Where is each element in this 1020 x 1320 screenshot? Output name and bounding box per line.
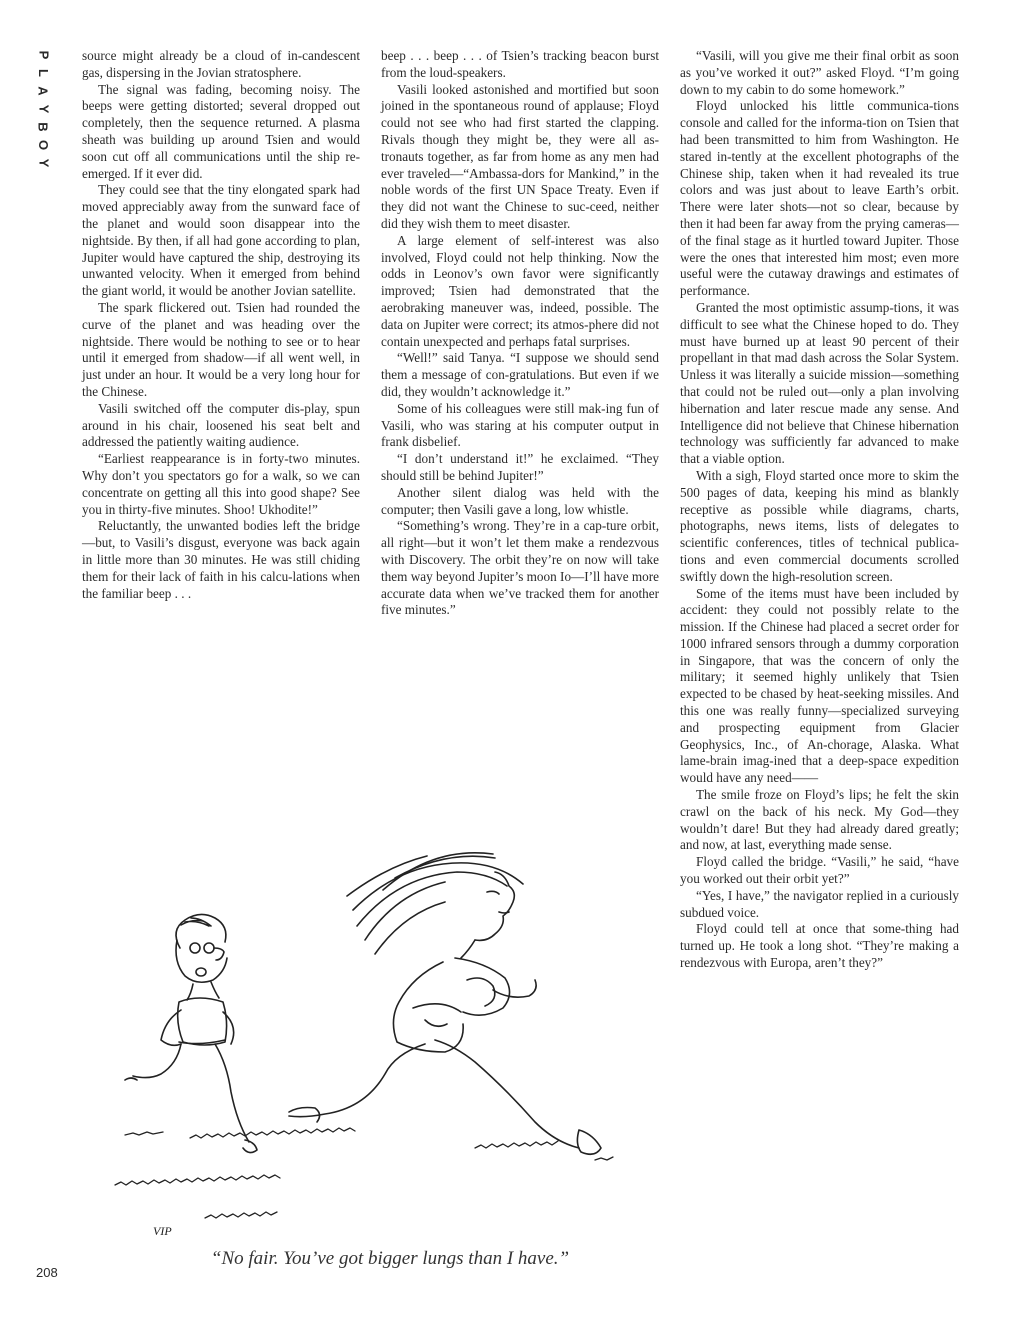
brand-letter: Y <box>35 104 51 114</box>
brand-letter: B <box>35 122 51 132</box>
article-paragraph: “Yes, I have,” the navigator replied in a curiously subdued voice. <box>680 887 959 920</box>
article-paragraph: “Well!” said Tanya. “I suppose we should send them a message of con-gratulations. But even if we did, they wouldn’t acknowledge it.” <box>381 350 659 399</box>
article-paragraph: source might already be a cloud of in-candescent gas, dispersing in the Jovian stratosphere. <box>82 48 360 80</box>
cartoon-caption: “No fair. You’ve got bigger lungs than I have.” <box>210 1248 570 1269</box>
brand-letter: O <box>36 139 51 151</box>
article-paragraph: They could see that the tiny elongated spark had moved appreciably away from the sunward face of the planet and would soon disappear into the nightside. By then, if all had gone according to plan, Jupiter would have captured the ship, destroying its unwanted velocity. When it emerged from behind the giant world, it would be another Jovian satellite. <box>82 182 360 299</box>
article-paragraph: “I don’t understand it!” he exclaimed. “They should still be behind Jupiter!” <box>381 451 659 483</box>
magazine-brand-vertical <box>32 46 54 172</box>
article-paragraph: Floyd called the bridge. “Vasili,” he said, “have you worked out their orbit yet?” <box>680 854 959 887</box>
article-paragraph: With a sigh, Floyd started once more to skim the 500 pages of data, keeping his mind as blankly receptive as possible while diagrams, charts, photographs, news items, lists of delegates to scientific conferences, titles of technical publica-tions and even commercial documents scrolled swiftly down the high-resolution screen. <box>680 467 959 584</box>
article-paragraph: Vasili looked astonished and mortified but soon joined in the spontaneous round of applause; Floyd could not see who had first started the clapping. Rivals though they might be, they were all as-tronauts together, as far from home as any men had ever traveled—“Ambassa-dors for Mankind,” in the noble words of the first UN Space Treaty. Even if they did not want the Chinese to suc-ceed, neither did they wish them to meet disaster. <box>381 81 659 231</box>
article-paragraph: Some of the items must have been included by accident: they could not possibly relate to the mission. If the Chinese had placed a secret order for 1000 infrared sensors through a dummy corporation in Singapore, that was the concern of only the military; it seemed highly unlikely that Tsien expected to be chased by heat-seeking missiles. And this one was really funny—specialized surveying and prospecting equipment from Glacier Geophysics, Inc., of An-chorage, Alaska. What lame-brain imag-ined that a deep-space expedition would have any need—— <box>680 585 959 786</box>
article-paragraph: “Earliest reappearance is in forty-two minutes. Why don’t you spectators go for a walk, so we can concentrate on getting all this into good shape? See you in thirty-five minutes. Shoo! Ukhodite!” <box>82 451 360 517</box>
article-paragraph: The smile froze on Floyd’s lips; he felt the skin crawl on the back of his neck. My God—they wouldn’t dare! But they had already dared greatly; and now, at last, everything made sense. <box>680 787 959 853</box>
article-paragraph: The spark flickered out. Tsien had rounded the curve of the planet and was heading over the nightside. There would be nothing to see or to hear until it emerged from shadow—if all went well, in just under an hour. It would be a very long hour for the Chinese. <box>82 299 360 399</box>
article-paragraph: beep . . . beep . . . of Tsien’s tracking beacon burst from the loud-speakers. <box>381 48 659 80</box>
article-column-1 <box>82 48 360 602</box>
cartoon-woman-figure <box>289 853 601 1154</box>
cartoon-man-figure <box>125 914 257 1152</box>
brand-letter: P <box>35 50 51 60</box>
article-paragraph: A large element of self-interest was also involved, Floyd could not help thinking. Now the odds in Leonov’s own favor were significantly improved; Tsien had demonstrated that the aerobraking maneuver was, indeed, possible. The data on Jupiter were correct; its atmos-phere did not contain unexpected and perhaps fatal surprises. <box>381 232 659 349</box>
brand-letter: Y <box>35 158 51 168</box>
article-paragraph: Another silent dialog was held with the computer; then Vasili gave a long, low whistle. <box>381 484 659 517</box>
article-paragraph: Reluctantly, the unwanted bodies left the bridge—but, to Vasili’s disgust, everyone was back again in little more than 30 minutes. He was still chiding them for their lack of faith in his calcu-lations when the familiar beep . . . <box>82 518 360 601</box>
brand-letter: A <box>35 86 51 96</box>
cartoon-illustration <box>95 830 670 1250</box>
article-paragraph: Floyd unlocked his little communica-tions console and called for the informa-tion on Tsien that had been transmitted to him from Washington. He stared in-tently at the excellent photographs of the Chinese ship, taken when it had revealed its true colors and was just about to leave Earth’s orbit. There were later shots—not so clear, because by then it had been far away from the prying cameras—of the final stage as it hurtled toward Jupiter. Those were the ones that interested him most; even more useful were the cutaway drawings and estimates of performance. <box>680 98 959 299</box>
article-paragraph: Floyd could tell at once that some-thing had turned up. He took a long shot. “They’re making a rendezvous with Europa, aren’t they?” <box>680 921 959 971</box>
article-paragraph: Granted the most optimistic assump-tions, it was difficult to see what the Chinese hoped to do. They must have burned up at least 90 percent of their propellant in that mad dash across the Solar System. Unless it was literally a suicide mission—something that could not be ruled out—only a plan involving hibernation and later rescue made any sense. And Intelligence did not believe that Chinese hibernation technology was sufficiently far advanced to make that a viable option. <box>680 299 959 467</box>
brand-letter: L <box>35 69 51 77</box>
article-paragraph: Vasili switched off the computer dis-play, spun around in his chair, loosened his seat belt and addressed the patiently waiting audience. <box>82 400 360 450</box>
article-paragraph: “Vasili, will you give me their final orbit as soon as you’ve worked it out?” asked Floyd. “I’m going down to my cabin to do some homework.” <box>680 48 959 97</box>
article-paragraph: The signal was fading, becoming noisy. The beeps were getting distorted; several dropped out completely, then the sequence returned. A plasma sheath was building up around Tsien and would soon cut off all communications until the ship re-emerged. If it ever did. <box>82 81 360 181</box>
article-column-2 <box>381 48 659 619</box>
cartoon-signature: VIP <box>153 1224 172 1238</box>
article-paragraph: Some of his colleagues were still mak-ing fun of Vasili, who was staring at his computer output in frank disbelief. <box>381 400 659 450</box>
article-column-3 <box>680 48 959 972</box>
cartoon-ground-lines <box>115 1128 613 1218</box>
page-number: 208 <box>36 1265 58 1280</box>
article-paragraph: “Something’s wrong. They’re in a cap-ture orbit, all right—but it won’t let them make a rendezvous with Discovery. The orbit they’re on now will take them way beyond Jupiter’s moon Io—I’ll have more accurate data when we’ve tracked them for another five minutes.” <box>381 518 659 618</box>
